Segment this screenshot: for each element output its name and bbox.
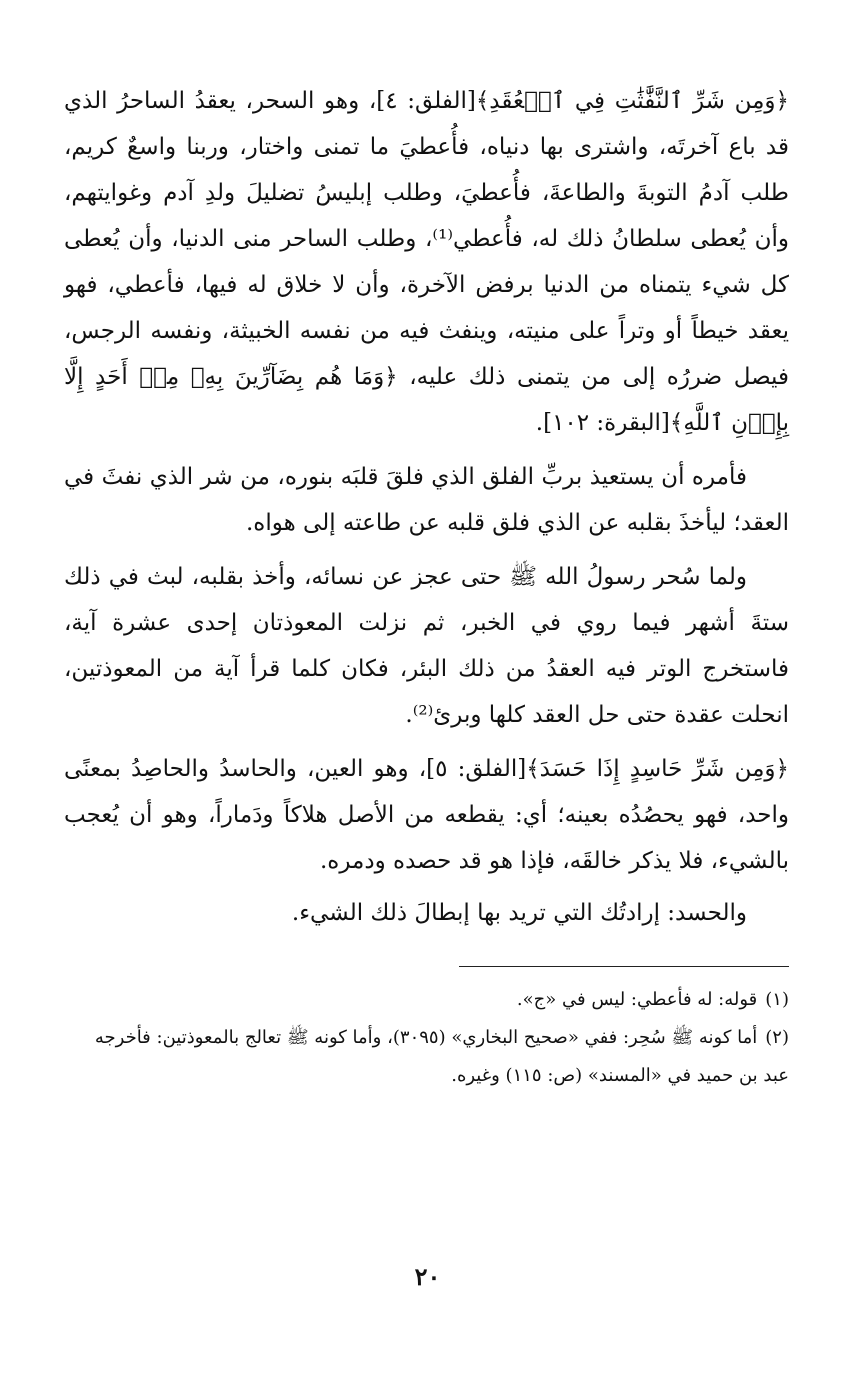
footnote-divider — [459, 966, 789, 967]
page-number: ٢٠ — [414, 1262, 441, 1291]
footnote-number: (١) — [765, 989, 789, 1010]
paragraph-1: ﴿وَمِن شَرِّ ٱلنَّفَّٰثَٰتِ فِي ٱلۡعُقَدِ﴾[الفلق: ٤]، وهو السحر، يعقدُ الساحرُ الذي قد باع آخرتَه، واشترى بها دنياه، فأُعطيَ ما تمنى واختار، وربنا واسعٌ كريم، طلب آدمُ التوبةَ والطاعةَ، فأُعطيَ، وطلب إبليسُ تضليلَ ولدِ آدم وغوايتهم، وأن يُعطى سلطانُ ذلك له، فأُعطي⁽¹⁾، وطلب الساحر منى الدنيا، وأن يُعطى كل شيء يتمناه من الدنيا برفض الآخرة، وأن لا خلاق له فيها، فأعطي، فهو يعقد خيطاً أو وتراً على منيته، وينفث فيه من نفسه الخبيثة، ونفسه الرجس، فيصل ضررُه إلى من يتمنى ذلك عليه، ﴿وَمَا هُم بِضَآرِّينَ بِهِۦ مِنۡ أَحَدٍ إِلَّا بِإِذۡنِ ٱللَّهِ﴾[البقرة: ١٠٢]. — [64, 88, 789, 436]
footnotes — [64, 981, 789, 1095]
footnote-text: أما كونه ﷺ سُحِر: ففي «صحيح البخاري» (٣٠٩٥)، وأما كونه ﷺ تعالج بالمعوذتين: فأخرجه عبد بن حميد في «المسند» (ص: ١١٥) وغيره. — [94, 1027, 789, 1086]
footnote-1 — [64, 981, 789, 1019]
paragraph-4: ﴿وَمِن شَرِّ حَاسِدٍ إِذَا حَسَدَ﴾[الفلق: ٥]، وهو العين، والحاسدُ والحاصِدُ بمعنًى واحد، فهو يحصُدُه بعينه؛ أي: يقطعه من الأصل هلاكاً ودَماراً، وهو أن يُعجب بالشيء، فلا يذكر خالقَه، فإذا هو قد حصده ودمره. — [64, 756, 789, 874]
paragraph-3: ولما سُحر رسولُ الله ﷺ حتى عجز عن نسائه، وأخذ بقلبه، لبث في ذلك ستةَ أشهر فيما روي في الخبر، ثم نزلت المعوذتان إحدى عشرة آية، فاستخرج الوتر فيه العقدُ من ذلك البئر، فكان كلما قرأ آية من المعوذتين، انحلت عقدة حتى حل العقد كلها وبرئ⁽²⁾. — [64, 564, 790, 728]
footnote-text: قوله: له فأعطي: ليس في «ج». — [516, 989, 758, 1010]
main-text — [64, 78, 789, 936]
footnote-2 — [64, 1019, 789, 1095]
paragraph-5: والحسد: إرادتُك التي تريد بها إبطالَ ذلك الشيء. — [291, 900, 747, 926]
footnote-number: (٢) — [765, 1027, 789, 1048]
paragraph-2: فأمره أن يستعيذ بربِّ الفلق الذي فلقَ قلبَه بنوره، من شر الذي نفثَ في العقد؛ ليأخذَ بقلبه عن الذي فلق قلبه عن طاعته إلى هواه. — [64, 464, 789, 536]
